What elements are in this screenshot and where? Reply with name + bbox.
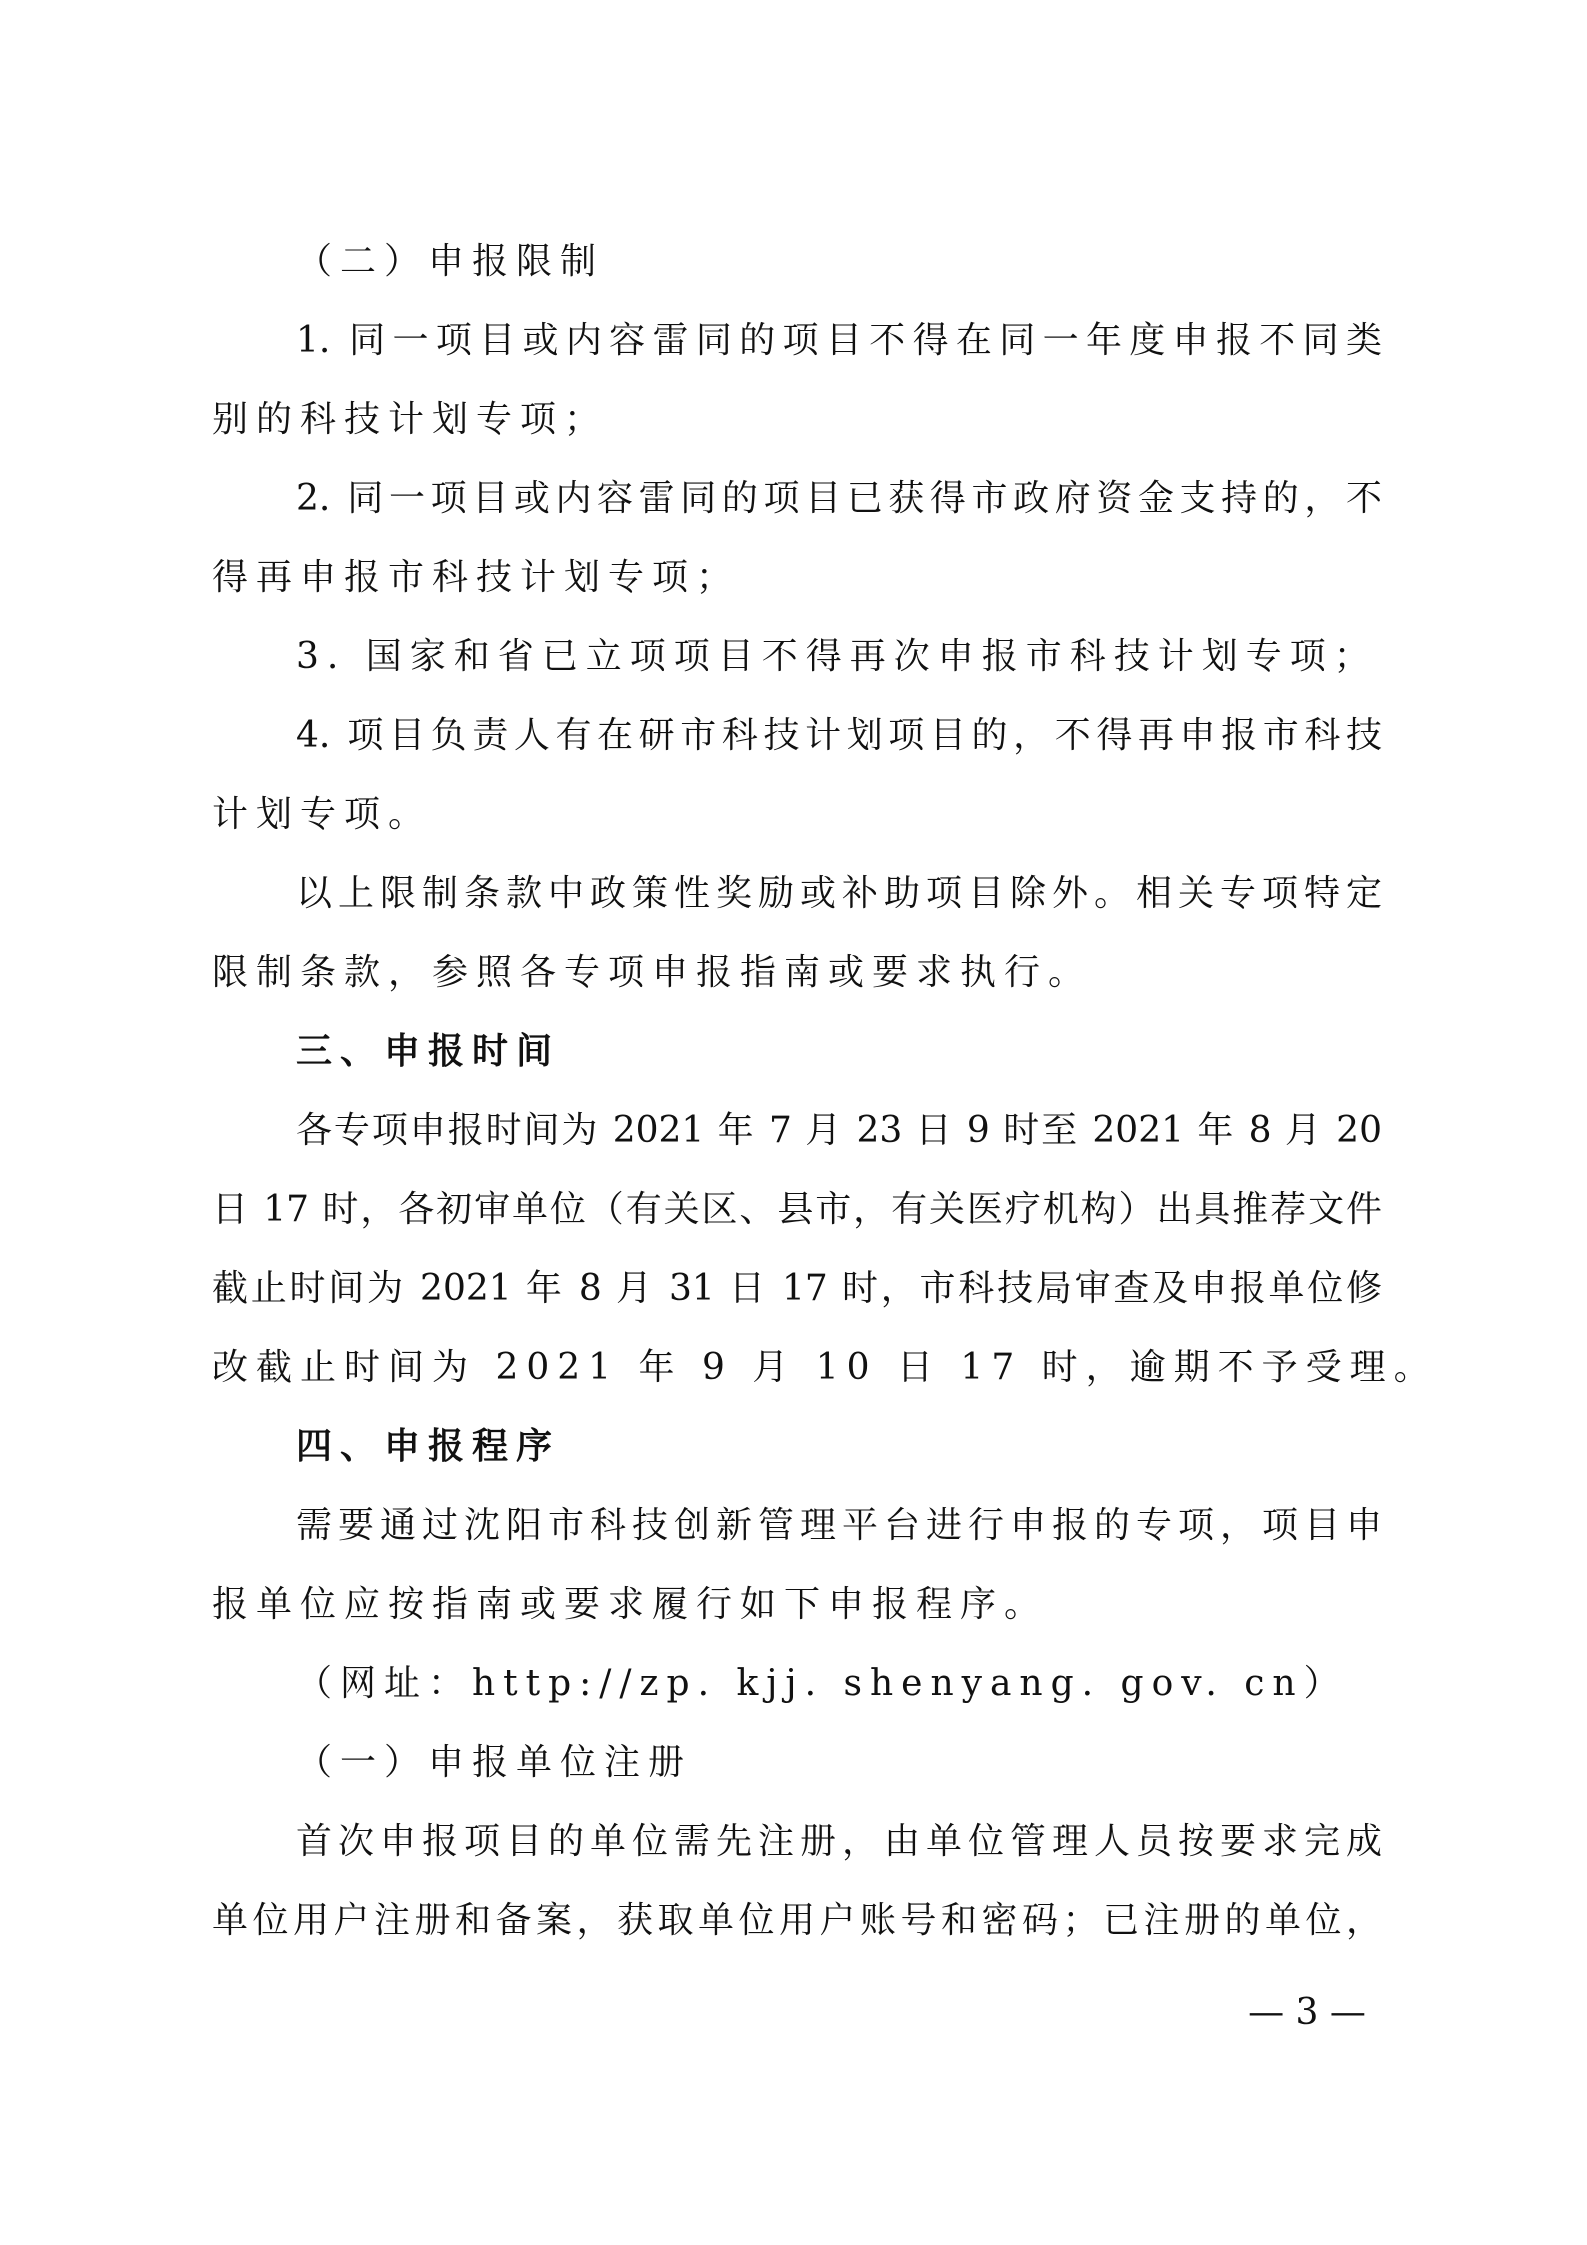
application-time-line-3: 截止时间为 2021 年 8 月 31 日 17 时，市科技局审查及申报单位修 [212,1268,1382,1309]
registration-line-2: 单位用户注册和备案，获取单位用户账号和密码；已注册的单位， [212,1900,1382,1941]
restriction-2-line-2: 得再申报市科技计划专项； [212,557,741,598]
application-time-line-1: 各专项申报时间为 2021 年 7 月 23 日 9 时至 2021 年 8 月 20 [296,1110,1382,1151]
restriction-note-line-1: 以上限制条款中政策性奖励或补助项目除外。相关专项特定 [296,873,1382,914]
application-time-line-2: 日 17 时，各初审单位（有关区、县市，有关医疗机构）出具推荐文件 [212,1189,1382,1230]
restriction-1-line-2: 别的科技计划专项； [212,399,609,440]
restriction-4-line-2: 计划专项。 [212,794,433,835]
procedure-intro-line-2: 报单位应按指南或要求履行如下申报程序。 [212,1584,1049,1625]
website-address: （网址：http://zp. kjj. shenyang. gov. cn） [296,1663,1348,1704]
section-heading-application-time: 三、申报时间 [296,1031,561,1072]
application-time-line-4: 改截止时间为 2021 年 9 月 10 日 17 时，逾期不予受理。 [212,1347,1438,1388]
restriction-1-line-1: 1. 同一项目或内容雷同的项目不得在同一年度申报不同类 [296,320,1382,361]
page-number: — 3 — [1248,1992,1366,2033]
document-body [212,222,1438,1960]
section-heading-application-procedure: 四、申报程序 [296,1426,561,1467]
restriction-4-line-1: 4. 项目负责人有在研市科技计划项目的，不得再申报市科技 [296,715,1382,756]
subheading-unit-registration: （一）申报单位注册 [296,1742,693,1783]
procedure-intro-line-1: 需要通过沈阳市科技创新管理平台进行申报的专项，项目申 [296,1505,1382,1546]
restriction-3: 3. 国家和省已立项项目不得再次申报市科技计划专项； [296,636,1378,677]
restriction-2-line-1: 2. 同一项目或内容雷同的项目已获得市政府资金支持的，不 [296,478,1382,519]
registration-line-1: 首次申报项目的单位需先注册，由单位管理人员按要求完成 [296,1821,1382,1862]
restriction-note-line-2: 限制条款，参照各专项申报指南或要求执行。 [212,952,1093,993]
subheading-application-restrictions: （二）申报限制 [296,241,605,282]
